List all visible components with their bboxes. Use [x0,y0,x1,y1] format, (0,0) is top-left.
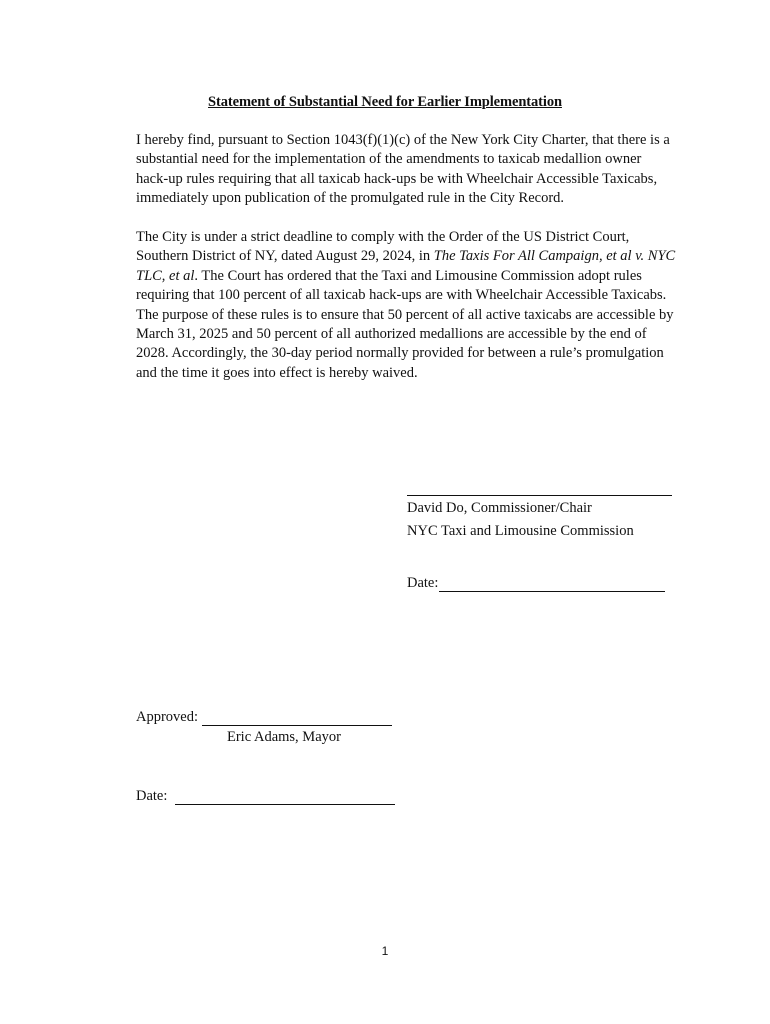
deadline-text-start: The City is under a strict deadline to comply with the Order of the US District Court, Southern District of NY, dated August 29, 2024, in [136,229,630,265]
page-number: 1 [381,944,389,958]
mayor-approval-row [136,709,392,726]
mayor-name: Eric Adams, Mayor [227,729,341,745]
mayor-date-line [175,791,395,805]
mayor-date-label: Date: [136,788,168,804]
commission-name: NYC Taxi and Limousine Commission [407,522,634,539]
approved-label: Approved: [136,709,199,725]
commissioner-date-label: Date: [407,575,439,591]
mayor-date-row [136,788,395,805]
commissioner-date-row [407,575,665,592]
deadline-paragraph [136,228,676,383]
commissioner-signature-line [407,480,672,496]
document-title: Statement of Substantial Need for Earlier Implementation [208,94,562,110]
mayor-signature-line [202,712,392,726]
deadline-text-end: . The Court has ordered that the Taxi and Limousine Commission adopt rules requiring that 100 percent of all taxicab hack-ups are with Wheelchair Accessible Taxicabs. The purpose of these rules is to ensure that 50 percent of all active taxicabs are accessible by March 31, 2025 and 50 percent of all authorized medallions are accessible by the end of 2028. Accordingly, the 30-day period normally provided for between a rule’s promulgation and the time it goes into effect is hereby waived. [136,267,674,381]
commissioner-signature-block [407,480,677,541]
finding-paragraph: I hereby find, pursuant to Section 1043(f)(1)(c) of the New York City Charter, that there is a substantial need for the implementation of the amendments to taxicab medallion owner hack-up rules requiring that all taxicab hack-ups be with Wheelchair Accessible Taxicabs, immediately upon publication of the promulgated rule in the City Record. [136,132,670,207]
commissioner-name: David Do, Commissioner/Chair [407,500,592,516]
commissioner-date-line [439,578,665,592]
case-name: The Taxis For All Campaign, et al v. NYC TLC, et al [136,248,676,284]
